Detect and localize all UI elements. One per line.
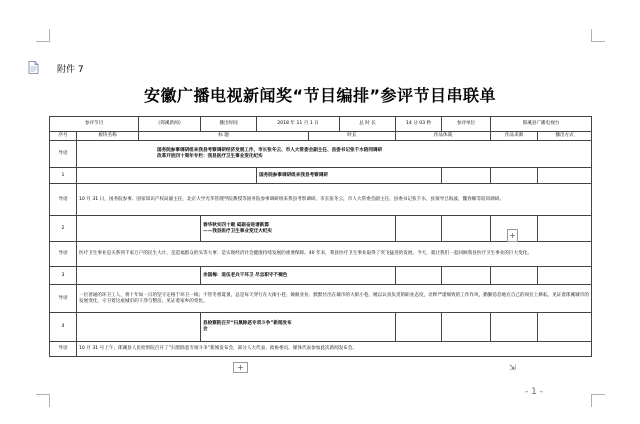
crop-mark-top-left-h [36, 41, 50, 42]
row-broadcast-cell[interactable] [538, 168, 592, 184]
table-row [50, 285, 592, 313]
row-source-cell[interactable] [491, 168, 538, 184]
add-column-button[interactable]: + [507, 229, 518, 242]
column-header-author: 作品体裁 [396, 132, 491, 141]
row-broadcast-cell[interactable] [538, 313, 592, 342]
row-seq: 导语 [50, 141, 77, 168]
air-time-label: 播出时间 [201, 117, 257, 132]
row-text[interactable]: 10 月 31 日，国务院参事、国家知识产权局副主任，北京大学光华管理学院教授等国务院参事调研组来我县考察调研。市长张冬云，市人大常委会副主任、县委书记张千水，县领导吕海波、魏春顺等陪同调研。 [77, 184, 592, 216]
row-author-cell[interactable] [442, 313, 491, 342]
table-row [50, 242, 592, 267]
row-seq: 1 [50, 168, 77, 184]
table-row [50, 168, 592, 184]
crop-mark-bottom-right-h [591, 394, 605, 395]
table-row [50, 184, 592, 216]
row-seq: 4 [50, 313, 77, 342]
table-row [50, 313, 592, 342]
column-header-broadcast: 播出方式 [538, 132, 592, 141]
crop-mark-top-right-h [591, 41, 605, 42]
column-header-seq: 序号 [50, 132, 77, 141]
unit-label: 参评单位 [442, 117, 491, 132]
row-broadcast-cell[interactable] [538, 216, 592, 242]
row-duration-cell[interactable] [396, 313, 442, 342]
unit-value[interactable]: 郎溪县广播电视台 [491, 117, 592, 132]
row-section-cell[interactable] [77, 313, 201, 342]
document-title: 安徽广播电视新闻奖“节目编排”参评节目串联单 [143, 86, 497, 105]
meta-row [50, 117, 592, 132]
row-text[interactable]: 县检察院召开“扫黑除恶专项斗争”新闻发布 会 [201, 313, 396, 342]
row-duration-cell[interactable] [396, 216, 442, 242]
row-author-cell[interactable] [442, 216, 491, 242]
row-section-cell[interactable] [77, 216, 201, 242]
row-text[interactable]: 一位普通的环卫工人，将十年如一日的坚守定格于环卫一线；不管冬寒夏暑，总是每天穿行在大街小巷，兢兢业业、默默付出在城市的大街小巷，她以认真负责的职业态度，诠释严谨细致的工作作风，勤勤恳恳地在自己的岗位上耕耘，见证着郎溪城市的发展变化，守卫着这座城市的干净与整洁，见证着家乡的变化。 [77, 285, 592, 313]
row-seq: 导语 [50, 242, 77, 267]
document-icon[interactable] [28, 61, 39, 74]
row-text[interactable]: 国务院参事调研组来我县考察调研经济发展工作，市长张冬云、市人大常委会副主任、县委书记张千水陪同调研 改革开放四十周年专栏：我县医疗卫生事业变化纪实 [77, 141, 592, 168]
row-source-cell[interactable] [491, 313, 538, 342]
crop-mark-top-right-v [591, 29, 592, 42]
table-resize-handle-icon[interactable]: ⇲ [509, 363, 516, 372]
row-text[interactable]: 医疗卫生事业是关系到千家万户的民生大计，是造福群众的头等大事；是实现经济社会健康持续发展的重要保障。40 年来，我县医疗卫生事业取得了突飞猛进的发展。今天，就让我们一起回顾我县医疗卫生事业的巨大变化。 [77, 242, 592, 267]
column-header-title: 标 题 [139, 132, 309, 141]
crop-mark-bottom-left-h [36, 394, 50, 395]
row-text[interactable]: 春华秋实四十载 砥砺奋进谱新篇 ——我县医疗卫生事业变迁大纪实 [201, 216, 396, 242]
row-seq: 导语 [50, 342, 77, 357]
row-source-cell[interactable] [491, 267, 538, 285]
row-section-cell[interactable] [77, 168, 257, 184]
row-author-cell[interactable] [442, 168, 491, 184]
row-text[interactable]: 10 月 31 号上午，郎溪县人民检察院召开了“扫黑除恶专项斗争”新闻发布会，部分人大代表、政协委员、媒体代表参加此次新闻发布会。 [77, 342, 592, 357]
row-seq: 导语 [50, 184, 77, 216]
attachment-label: 附件 7 [57, 65, 84, 75]
crop-mark-top-left-v [49, 29, 50, 42]
crop-mark-bottom-left-v [49, 394, 50, 407]
table-row [50, 141, 592, 168]
column-header-row [50, 132, 592, 141]
row-text[interactable]: 余国梅：退伍老兵干环卫 尽忠职守不褪色 [201, 267, 396, 285]
row-seq: 3 [50, 267, 77, 285]
add-row-button[interactable]: + [233, 362, 248, 373]
row-seq: 2 [50, 216, 77, 242]
row-seq: 导语 [50, 285, 77, 313]
air-time-value[interactable]: 2018 年 11 月 1 日 [257, 117, 340, 132]
row-duration-cell[interactable] [396, 267, 442, 285]
column-header-duration: 时长 [309, 132, 396, 141]
crop-mark-bottom-right-v [591, 394, 592, 407]
row-author-cell[interactable] [442, 267, 491, 285]
row-broadcast-cell[interactable] [538, 267, 592, 285]
program-label: 参评节目 [50, 117, 139, 132]
page-number: - 1 - [525, 387, 543, 397]
column-header-source: 作品来源 [491, 132, 538, 141]
table-row [50, 342, 592, 357]
row-text[interactable]: 国务院参事调研组来我县考察调研 [257, 168, 442, 184]
duration-label: 总 时 长 [340, 117, 396, 132]
program-value[interactable]: 《郎溪新闻》 [139, 117, 201, 132]
column-header-section: 板块名称 [77, 132, 139, 141]
table-row [50, 267, 592, 285]
row-section-cell[interactable] [77, 267, 201, 285]
duration-value[interactable]: 14 分 03 秒 [396, 117, 442, 132]
